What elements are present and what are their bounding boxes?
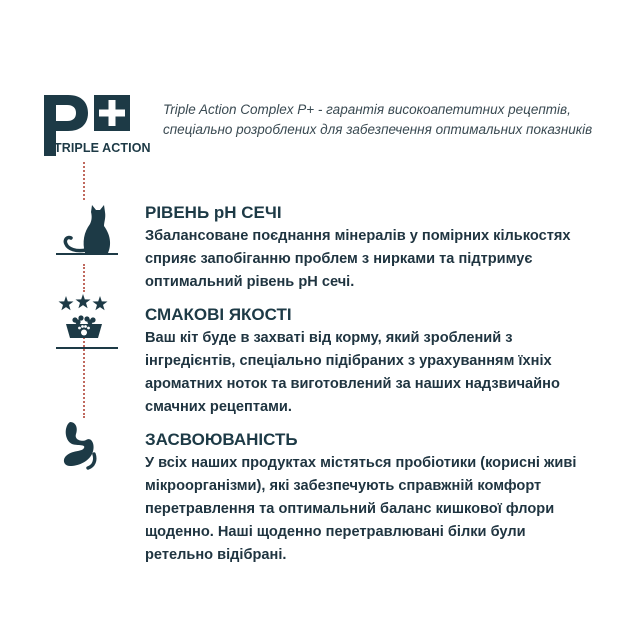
section-urine-ph <box>145 202 615 294</box>
dotted-connector <box>83 162 85 200</box>
section-text-line: інгредієнтів, спеціально підібраних з урахуванням їхніх <box>145 353 552 369</box>
food-bowl-stars-icon <box>48 294 120 354</box>
section-text-line: ретельно відібрані. <box>145 547 287 563</box>
section-taste <box>145 304 615 419</box>
section-text-line: смачних рецептами. <box>145 399 292 415</box>
logo-wordmark: TRIPLE ACTION <box>54 141 151 155</box>
tagline-line: спеціально розроблених для забезпечення оптимальних показників <box>163 122 593 137</box>
section-text-line: сприяє запобіганню проблем з нирками та підтримує <box>145 251 533 267</box>
section-text-line: Ваш кіт буде в захваті від корму, який зроблений з <box>145 330 513 346</box>
section-text-line: оптимальний рівень pH сечі. <box>145 274 355 290</box>
tagline-line: Triple Action Complex P+ - гарантія високоапетитних рецептів, <box>163 102 571 117</box>
section-title: ЗАСВОЮВАНІСТЬ <box>145 430 298 449</box>
section-title: СМАКОВІ ЯКОСТІ <box>145 305 292 324</box>
section-title: РІВЕНЬ pH СЕЧІ <box>145 203 282 222</box>
section-text-line: щоденно. Наші щоденно перетравлювані білки були <box>145 524 526 540</box>
tagline <box>163 100 603 140</box>
section-text-line: ароматних ноток та виготовлений за наших надзвичайно <box>145 376 560 392</box>
section-text-line: перетравлення та оптимальний баланс кишкової флори <box>145 501 555 517</box>
dotted-connector <box>83 264 85 292</box>
sitting-cat-icon <box>48 202 120 260</box>
section-text-line: Збалансоване поєднання мінералів у помірних кількостях <box>145 228 571 244</box>
intestine-icon <box>48 416 120 476</box>
section-digestibility <box>145 429 615 567</box>
section-text-line: У всіх наших продуктах містяться пробіотики (корисні живі <box>145 455 577 471</box>
section-text-line: мікроорганізми), які забезпечують справжній комфорт <box>145 478 542 494</box>
